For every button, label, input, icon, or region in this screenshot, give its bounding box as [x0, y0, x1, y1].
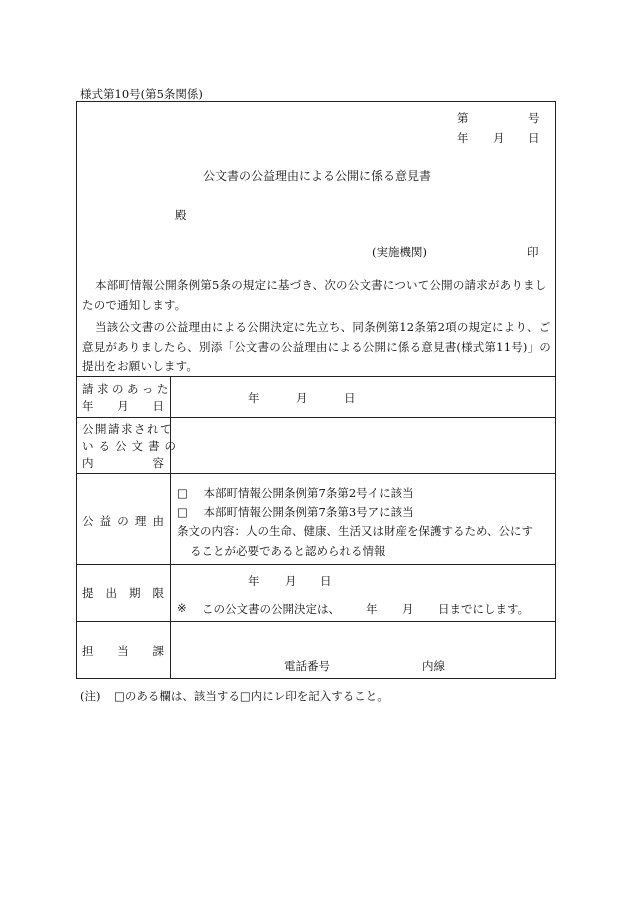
request-date-day: 日 [344, 391, 356, 405]
deadline-note-month: 月 [402, 602, 414, 616]
label-char: 由 [152, 514, 164, 528]
addressee-suffix: 殿 [175, 208, 187, 222]
phone-label: 電話番号 [284, 659, 330, 673]
label-char: の [117, 514, 129, 528]
row-divider [76, 564, 556, 565]
checkbox-icon[interactable]: □ [177, 486, 188, 500]
deadline-note-text: この公文書の公開決定は、 [202, 602, 340, 616]
document-label-line1: 公開請求されて [82, 422, 173, 436]
row-divider [76, 376, 556, 377]
label-char: 課 [152, 644, 164, 658]
deadline-day: 日 [320, 574, 332, 588]
document-label-line2: いる公文書の [82, 439, 181, 453]
deadline-label [82, 585, 164, 601]
label-char: 容 [152, 456, 164, 470]
document-title: 公文書の公益理由による公開に係る意見書 [203, 169, 432, 183]
request-date-label-line2 [82, 398, 164, 414]
form-label: 様式第10号(第5条関係) [80, 87, 203, 101]
label-char: 提 [82, 586, 94, 600]
label-char: 理 [134, 514, 147, 528]
document-content-field[interactable] [172, 419, 554, 471]
row-divider [76, 417, 556, 418]
label-char: 内 [82, 456, 94, 470]
date-month: 月 [493, 131, 505, 145]
request-date-month: 月 [296, 391, 308, 405]
clause-content-line2: ることが必要であると認められる情報 [190, 544, 386, 558]
deadline-year: 年 [248, 574, 260, 588]
label-char: 月 [117, 399, 129, 413]
deadline-month: 月 [285, 574, 297, 588]
seal-label: 印 [527, 245, 539, 259]
agency-label: (実施機関) [372, 245, 427, 259]
label-char: 益 [99, 514, 112, 528]
reason-option-2[interactable] [177, 504, 414, 520]
row-divider [76, 621, 556, 622]
extension-label: 内線 [422, 659, 445, 673]
reason-option-1[interactable] [177, 485, 414, 501]
label-char: 担 [82, 644, 94, 658]
request-date-label-line1 [82, 381, 172, 397]
label-char: 年 [82, 399, 94, 413]
notice-paragraph-1: 本部町情報公開条例第5条の規定に基づき、次の公文書について公開の請求がありましたので通知します。 [82, 278, 547, 312]
date-year: 年 [457, 131, 469, 145]
notice-paragraph-2: 当該公文書の公益理由による公開決定に先立ち、同条例第12条第2項の規定により、ご意見がありましたら、別添「公文書の公益理由による公開に係る意見書(様式第11号)」の提出をお願いします。 [82, 320, 552, 373]
label-char: 日 [152, 399, 164, 413]
deadline-note-tail: 日までにします。 [438, 602, 530, 616]
number-go: 号 [528, 111, 540, 125]
number-dai: 第 [457, 111, 469, 125]
deadline-note-mark: ※ [177, 601, 187, 615]
section-label [82, 643, 164, 659]
reason-label [82, 513, 164, 529]
reason-option-1-label: 本部町情報公開条例第7条第2号イに該当 [203, 486, 414, 500]
reason-option-2-label: 本部町情報公開条例第7条第3号アに該当 [203, 505, 414, 519]
clause-content-line1: 条文の内容：人の生命、健康、生活又は財産を保護するため、公にす [177, 524, 534, 538]
footnote-text: □のある欄は、該当する□内にレ印を記入すること。 [114, 689, 389, 703]
request-date-label-text: 請求のあった [82, 382, 172, 396]
request-date-year: 年 [248, 391, 260, 405]
label-char: 期 [129, 586, 141, 600]
date-day: 日 [528, 131, 540, 145]
footnote-prefix: (注) [80, 689, 101, 703]
checkbox-icon[interactable]: □ [177, 505, 188, 519]
row-divider [76, 473, 556, 474]
label-char: 限 [152, 586, 164, 600]
label-char: 当 [117, 644, 129, 658]
label-char: 公 [82, 514, 94, 528]
document-label-line3 [82, 455, 164, 471]
deadline-note-year: 年 [366, 602, 378, 616]
label-char: 出 [105, 586, 117, 600]
